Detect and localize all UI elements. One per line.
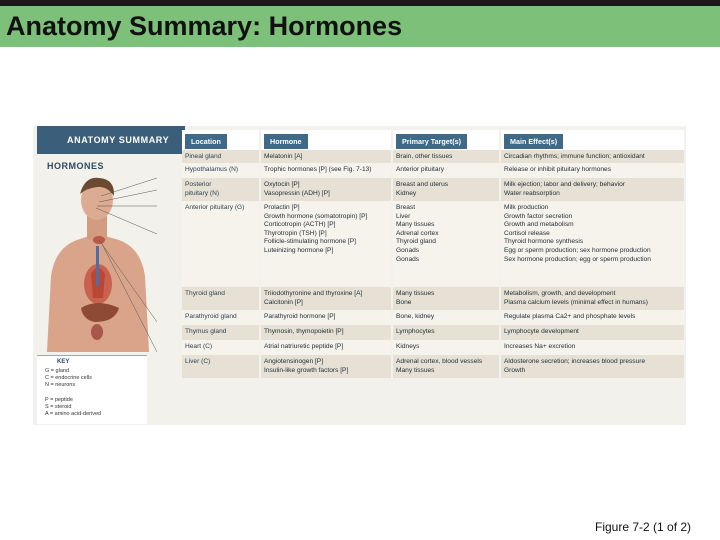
target-cell <box>392 325 500 340</box>
cell-line: Sex hormone production; egg or sperm production <box>504 255 651 263</box>
cell-line: Egg or sperm production; sex hormone production <box>504 246 651 254</box>
cell-line: Bone, kidney <box>396 313 435 320</box>
cell-line: Milk production <box>504 204 549 211</box>
cell-line: Prolactin [P] <box>264 204 300 211</box>
cell-line: Posterior <box>185 181 212 188</box>
hormone-cell <box>260 178 392 201</box>
cell-line: Thyroid hormone synthesis <box>504 238 584 246</box>
cell-line: Anterior pituitary <box>396 166 445 173</box>
cell-line: Heart (C) <box>185 343 213 350</box>
cell-line: Corticotropin (ACTH) [P] <box>264 221 336 229</box>
cell-line: Pineal gland <box>185 153 222 160</box>
target-cell <box>392 201 500 287</box>
cell-line: Thyrotropin (TSH) [P] <box>264 229 327 237</box>
cell-line: Insulin-like growth factors [P] <box>264 366 349 374</box>
cell-line: Breast <box>396 204 416 211</box>
target-cell <box>392 287 500 310</box>
cell-line: Adrenal cortex, blood vessels <box>396 358 483 365</box>
cell-line: Kidney <box>396 189 417 197</box>
cell-line: pituitary (N) <box>185 189 220 197</box>
cell-line: Melatonin [A] <box>264 153 303 160</box>
cell-line: Release or inhibit pituitary hormones <box>504 166 612 173</box>
key-line: N = neurons <box>45 382 76 388</box>
cell-line: Adrenal cortex <box>396 229 439 237</box>
cell-line: Milk ejection; labor and delivery; behavior <box>504 181 625 188</box>
cell-line: Liver <box>396 212 411 220</box>
cell-line: Growth and metabolism <box>504 221 574 229</box>
cell-line: Bone <box>396 298 412 306</box>
effect-cell <box>500 310 685 325</box>
cell-line: Brain, other tissues <box>396 153 453 160</box>
legend-key <box>37 355 147 424</box>
hormone-cell <box>260 355 392 378</box>
cell-line: Many tissues <box>396 221 435 229</box>
cell-line: Luteinizing hormone [P] <box>264 246 334 254</box>
effect-cell <box>500 201 685 287</box>
cell-line: Calcitonin [P] <box>264 298 303 306</box>
key-line: C = endocrine cells <box>45 375 92 381</box>
location-cell <box>182 325 260 340</box>
cell-line: Increases Na+ excretion <box>504 343 576 350</box>
cell-line: Hypothalamus (N) <box>185 166 239 173</box>
cell-line: Cortisol release <box>504 229 550 237</box>
human-body-illustration <box>37 176 157 352</box>
hormone-cell <box>260 310 392 325</box>
cell-line: Thyroid gland <box>185 290 225 297</box>
key-line: A = amino acid-derived <box>45 411 102 417</box>
effect-cell <box>500 178 685 201</box>
cell-line: Thymus gland <box>185 328 227 335</box>
hormone-cell <box>260 325 392 340</box>
table-row <box>182 340 685 355</box>
cell-line: Water reabsorption <box>504 189 560 197</box>
cell-line: Vasopressin (ADH) [P] <box>264 189 330 197</box>
hormone-table <box>182 130 686 378</box>
target-cell <box>392 355 500 378</box>
cell-line: Many tissues <box>396 290 435 297</box>
cell-line: Parathyroid gland <box>185 313 237 320</box>
cell-line: Lymphocytes <box>396 328 435 335</box>
figure-banner-text: ANATOMY SUMMARY <box>67 135 170 145</box>
hormone-cell <box>260 163 392 178</box>
target-cell <box>392 150 500 163</box>
column-header: Location <box>182 130 260 150</box>
column-header: Main Effect(s) <box>500 130 685 150</box>
cell-line: Angiotensinogen [P] <box>264 358 324 365</box>
target-cell <box>392 340 500 355</box>
title-bar <box>0 0 720 47</box>
location-cell <box>182 287 260 310</box>
effect-cell <box>500 150 685 163</box>
table-row <box>182 287 685 310</box>
figure-caption: Figure 7-2 (1 of 2) <box>595 520 692 534</box>
cell-line: Atrial natriuretic peptide [P] <box>264 343 344 350</box>
cell-line: Growth <box>504 366 526 374</box>
effect-cell <box>500 163 685 178</box>
cell-line: Thymosin, thymopoietin [P] <box>264 328 344 335</box>
hormone-cell <box>260 340 392 355</box>
column-header: Primary Target(s) <box>392 130 500 150</box>
cell-line: Thyroid gland <box>396 238 436 246</box>
key-title: KEY <box>57 359 70 365</box>
key-line: S = steroid <box>45 404 72 410</box>
table-row <box>182 201 685 287</box>
location-cell <box>182 163 260 178</box>
hormone-cell <box>260 201 392 287</box>
slide-title: Anatomy Summary: Hormones <box>6 11 403 41</box>
cell-line: Liver (C) <box>185 358 211 365</box>
anatomy-summary-figure <box>33 126 686 425</box>
location-cell <box>182 310 260 325</box>
hormone-cell <box>260 287 392 310</box>
table-row <box>182 355 685 378</box>
cell-line: Metabolism, growth, and development <box>504 290 616 297</box>
target-cell <box>392 163 500 178</box>
table-row <box>182 150 685 163</box>
cell-line: Aldosterone secretion; increases blood pressure <box>504 358 646 365</box>
cell-line: Anterior pituitary (G) <box>185 204 245 211</box>
location-cell <box>182 150 260 163</box>
cell-line: Gonads <box>396 246 420 254</box>
location-cell <box>182 201 260 287</box>
hormone-cell <box>260 150 392 163</box>
cell-line: Oxytocin [P] <box>264 181 300 188</box>
table-row <box>182 325 685 340</box>
cell-line: Lymphocyte development <box>504 328 579 335</box>
section-label: HORMONES <box>47 161 105 171</box>
cell-line: Breast and uterus <box>396 181 449 188</box>
table-row <box>182 163 685 178</box>
cell-line: Gonads <box>396 255 420 263</box>
location-cell <box>182 178 260 201</box>
effect-cell <box>500 325 685 340</box>
effect-cell <box>500 287 685 310</box>
column-header: Hormone <box>260 130 392 150</box>
cell-line: Circadian rhythms; immune function; antioxidant <box>504 153 645 160</box>
cell-line: Triiodothyronine and thyroxine [A] <box>264 290 363 297</box>
cell-line: Growth hormone (somatotropin) [P] <box>264 212 368 220</box>
key-line: P = peptide <box>45 397 73 403</box>
effect-cell <box>500 355 685 378</box>
table-row <box>182 178 685 201</box>
cell-line: Kidneys <box>396 343 420 350</box>
cell-line: Regulate plasma Ca2+ and phosphate levels <box>504 313 636 320</box>
table-header-row <box>182 130 685 150</box>
effect-cell <box>500 340 685 355</box>
cell-line: Follicle-stimulating hormone [P] <box>264 238 356 246</box>
location-cell <box>182 355 260 378</box>
cell-line: Trophic hormones [P] (see Fig. 7-13) <box>264 166 372 173</box>
location-cell <box>182 340 260 355</box>
table-row <box>182 310 685 325</box>
target-cell <box>392 178 500 201</box>
cell-line: Many tissues <box>396 366 435 374</box>
cell-line: Plasma calcium levels (minimal effect in humans) <box>504 298 648 306</box>
figure-banner <box>37 126 185 154</box>
key-line: G = gland <box>45 368 70 374</box>
cell-line: Growth factor secretion <box>504 212 573 220</box>
cell-line: Parathyroid hormone [P] <box>264 313 336 320</box>
target-cell <box>392 310 500 325</box>
